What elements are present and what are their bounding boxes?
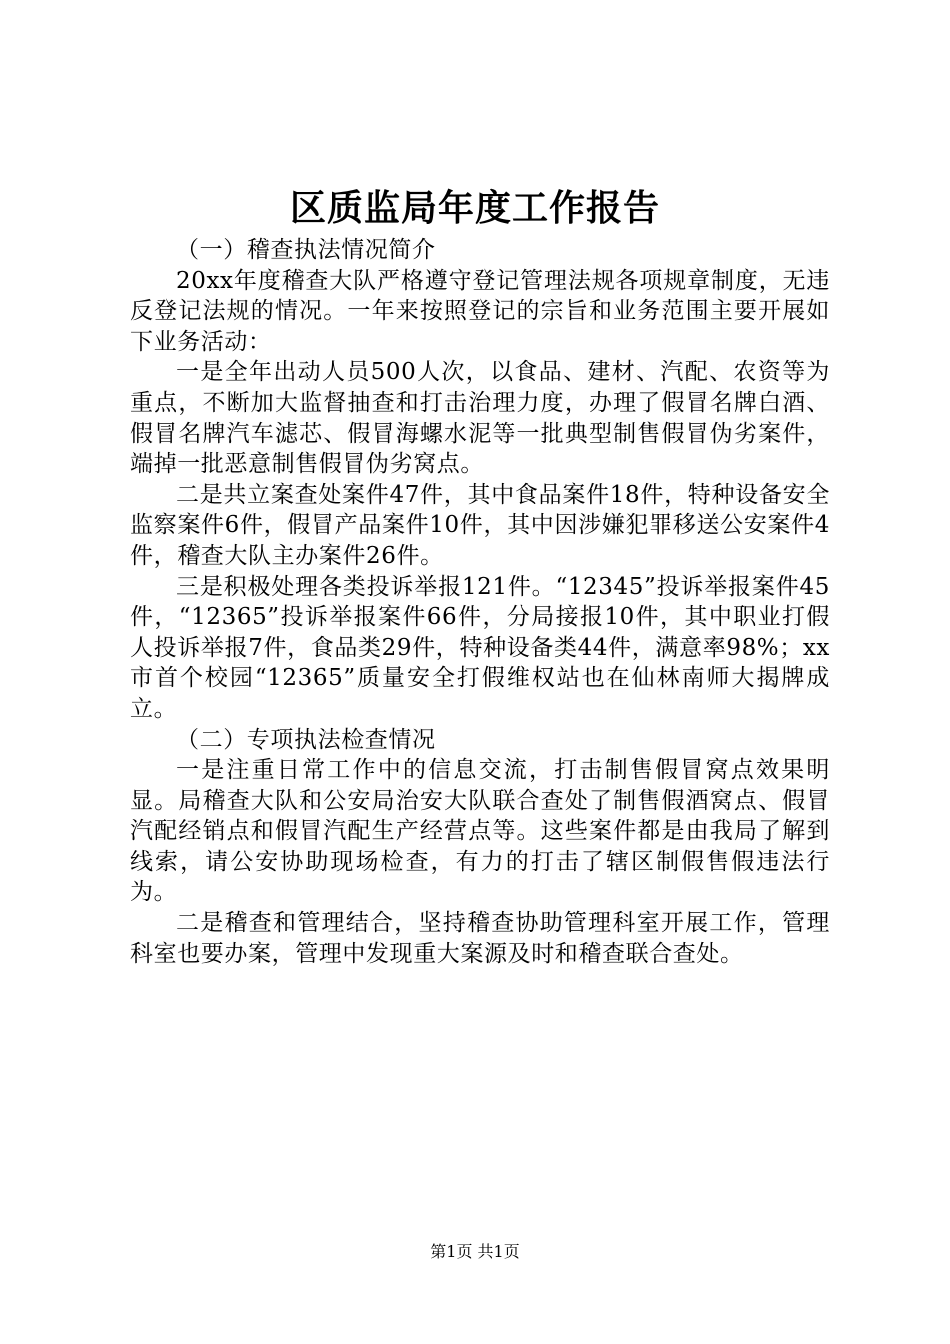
section-heading-1: （一）稽查执法情况简介 [176,237,436,263]
paragraph-item-4: 一是注重日常工作中的信息交流，打击制售假冒窝点效果明显。局稽查大队和公安局治安大队联合查处了制售假酒窝点、假冒汽配经销点和假冒汽配生产经营点等。这些案件都是由我局了解到线索，请公安协助现场检查，有力的打击了辖区制假售假违法行为。 [130,757,830,906]
section-heading-2: （二）专项执法检查情况 [176,726,436,753]
paragraph-item-1: 一是全年出动人员500人次，以食品、建材、汽配、农资等为重点，不断加大监督抽查和打击治理力度，办理了假冒名牌白酒、假冒名牌汽车滤芯、假冒海螺水泥等一批典型制售假冒伪劣案件，端掉一批恶意制售假冒伪劣窝点。 [130,359,830,478]
page-footer: 第1页 共1页 [430,1242,520,1261]
paragraph-item-3: 三是积极处理各类投诉举报121件。“12345”投诉举报案件45件，“12365”投诉举报案件66件，分局接报10件，其中职业打假人投诉举报7件，食品类29件，特种设备类44件，满意率98%；xx市首个校园“12365”质量安全打假维权站也在仙林南师大揭牌成立。 [130,573,830,722]
paragraph-item-2: 二是共立案查处案件47件，其中食品案件18件，特种设备安全监察案件6件，假冒产品案件10件，其中因涉嫌犯罪移送公安案件4件，稽查大队主办案件26件。 [130,481,830,569]
document-body [130,235,830,969]
document-title: 区质监局年度工作报告 [289,187,660,229]
paragraph-item-5: 二是稽查和管理结合，坚持稽查协助管理科室开展工作，管理科室也要办案，管理中发现重大案源及时和稽查联合查处。 [130,910,830,967]
paragraph-intro: 20xx年度稽查大队严格遵守登记管理法规各项规章制度，无违反登记法规的情况。一年来按照登记的宗旨和业务范围主要开展如下业务活动： [130,267,830,355]
